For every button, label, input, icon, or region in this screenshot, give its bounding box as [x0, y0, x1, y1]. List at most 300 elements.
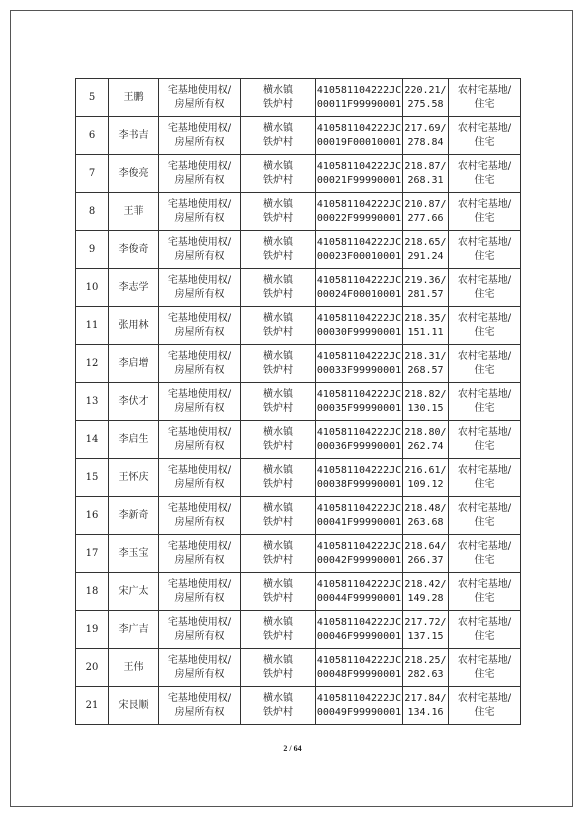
unit-code-cell	[316, 117, 403, 155]
location-cell-line: 横水镇	[263, 312, 293, 324]
location-cell-line: 横水镇	[263, 122, 293, 134]
usage-cell-line: 农村宅基地/	[457, 502, 512, 514]
unit-code-cell-line: 410581104222JC	[316, 692, 402, 704]
unit-code-cell	[316, 269, 403, 307]
owner-name-cell: 李新奇	[109, 497, 159, 535]
right-type-cell-line: 房屋所有权	[174, 288, 225, 300]
serial-number-cell: 21	[76, 687, 109, 725]
unit-code-cell-line: 410581104222JC	[316, 312, 402, 324]
unit-code-cell-line: 00036F99990001	[316, 440, 402, 452]
usage-cell	[449, 79, 521, 117]
location-cell	[241, 193, 316, 231]
usage-cell-line: 住宅	[474, 478, 495, 490]
usage-cell-line: 农村宅基地/	[457, 274, 512, 286]
unit-code-cell	[316, 649, 403, 687]
area-cell-line: 218.42/	[404, 578, 447, 590]
unit-code-cell-line: 410581104222JC	[316, 502, 402, 514]
serial-number-cell: 10	[76, 269, 109, 307]
area-cell-line: 268.57	[407, 364, 444, 376]
table-row	[76, 421, 521, 459]
location-cell	[241, 269, 316, 307]
location-cell-line: 横水镇	[263, 160, 293, 172]
usage-cell	[449, 155, 521, 193]
serial-number-cell: 14	[76, 421, 109, 459]
area-cell	[403, 497, 449, 535]
right-type-cell-line: 房屋所有权	[174, 212, 225, 224]
area-cell	[403, 383, 449, 421]
right-type-cell	[159, 459, 241, 497]
right-type-cell	[159, 649, 241, 687]
location-cell	[241, 421, 316, 459]
serial-number-cell: 18	[76, 573, 109, 611]
location-cell-line: 铁炉村	[263, 440, 293, 452]
area-cell-line: 263.68	[407, 516, 444, 528]
area-cell	[403, 345, 449, 383]
area-cell	[403, 649, 449, 687]
area-cell-line: 218.31/	[404, 350, 447, 362]
usage-cell	[449, 459, 521, 497]
location-cell-line: 横水镇	[263, 274, 293, 286]
right-type-cell-line: 房屋所有权	[174, 592, 225, 604]
usage-cell-line: 住宅	[474, 212, 495, 224]
location-cell-line: 铁炉村	[263, 136, 293, 148]
unit-code-cell	[316, 307, 403, 345]
location-cell	[241, 383, 316, 421]
owner-name-cell: 李俊亮	[109, 155, 159, 193]
area-cell-line: 137.15	[407, 630, 444, 642]
right-type-cell-line: 宅基地使用权/	[167, 616, 232, 628]
location-cell	[241, 117, 316, 155]
location-cell	[241, 231, 316, 269]
area-cell-line: 281.57	[407, 288, 444, 300]
unit-code-cell	[316, 231, 403, 269]
unit-code-cell	[316, 155, 403, 193]
owner-name-cell: 李伏才	[109, 383, 159, 421]
location-cell	[241, 649, 316, 687]
unit-code-cell-line: 410581104222JC	[316, 198, 402, 210]
usage-cell	[449, 231, 521, 269]
table-row	[76, 345, 521, 383]
area-cell-line: 268.31	[407, 174, 444, 186]
usage-cell-line: 农村宅基地/	[457, 198, 512, 210]
table-row	[76, 459, 521, 497]
unit-code-cell-line: 00023F00010001	[316, 250, 402, 262]
area-cell-line: 218.82/	[404, 388, 447, 400]
table-row	[76, 573, 521, 611]
area-cell	[403, 117, 449, 155]
table-row	[76, 193, 521, 231]
right-type-cell	[159, 497, 241, 535]
area-cell-line: 218.87/	[404, 160, 447, 172]
unit-code-cell	[316, 611, 403, 649]
owner-name-cell: 王怀庆	[109, 459, 159, 497]
location-cell-line: 铁炉村	[263, 668, 293, 680]
location-cell-line: 铁炉村	[263, 250, 293, 262]
owner-name-cell: 李启增	[109, 345, 159, 383]
unit-code-cell-line: 00041F99990001	[316, 516, 402, 528]
table-row	[76, 269, 521, 307]
location-cell-line: 铁炉村	[263, 288, 293, 300]
unit-code-cell-line: 00035F99990001	[316, 402, 402, 414]
area-cell-line: 210.87/	[404, 198, 447, 210]
location-cell-line: 横水镇	[263, 236, 293, 248]
owner-name-cell: 宋艮顺	[109, 687, 159, 725]
area-cell	[403, 421, 449, 459]
table-row	[76, 117, 521, 155]
unit-code-cell-line: 00049F99990001	[316, 706, 402, 718]
area-cell-line: 275.58	[407, 98, 444, 110]
right-type-cell	[159, 345, 241, 383]
location-cell-line: 铁炉村	[263, 174, 293, 186]
right-type-cell-line: 房屋所有权	[174, 516, 225, 528]
owner-name-cell: 宋广太	[109, 573, 159, 611]
area-cell-line: 217.72/	[404, 616, 447, 628]
right-type-cell-line: 宅基地使用权/	[167, 578, 232, 590]
area-cell-line: 218.80/	[404, 426, 447, 438]
location-cell-line: 横水镇	[263, 654, 293, 666]
unit-code-cell-line: 410581104222JC	[316, 616, 402, 628]
usage-cell	[449, 117, 521, 155]
usage-cell	[449, 573, 521, 611]
table-row	[76, 79, 521, 117]
owner-name-cell: 王伟	[109, 649, 159, 687]
usage-cell-line: 农村宅基地/	[457, 388, 512, 400]
usage-cell	[449, 649, 521, 687]
location-cell	[241, 79, 316, 117]
location-cell	[241, 345, 316, 383]
location-cell-line: 铁炉村	[263, 364, 293, 376]
unit-code-cell-line: 410581104222JC	[316, 578, 402, 590]
unit-code-cell-line: 410581104222JC	[316, 350, 402, 362]
unit-code-cell-line: 410581104222JC	[316, 84, 402, 96]
area-cell	[403, 79, 449, 117]
right-type-cell	[159, 193, 241, 231]
area-cell-line: 149.28	[407, 592, 444, 604]
unit-code-cell-line: 410581104222JC	[316, 274, 402, 286]
table-row	[76, 687, 521, 725]
owner-name-cell: 李志学	[109, 269, 159, 307]
right-type-cell-line: 房屋所有权	[174, 136, 225, 148]
usage-cell	[449, 421, 521, 459]
location-cell-line: 横水镇	[263, 578, 293, 590]
serial-number-cell: 20	[76, 649, 109, 687]
right-type-cell	[159, 79, 241, 117]
location-cell-line: 铁炉村	[263, 326, 293, 338]
right-type-cell-line: 宅基地使用权/	[167, 274, 232, 286]
location-cell-line: 铁炉村	[263, 706, 293, 718]
table-row	[76, 383, 521, 421]
location-cell-line: 横水镇	[263, 692, 293, 704]
right-type-cell-line: 宅基地使用权/	[167, 502, 232, 514]
location-cell	[241, 687, 316, 725]
usage-cell	[449, 345, 521, 383]
area-cell-line: 278.84	[407, 136, 444, 148]
usage-cell-line: 农村宅基地/	[457, 350, 512, 362]
usage-cell-line: 农村宅基地/	[457, 616, 512, 628]
serial-number-cell: 6	[76, 117, 109, 155]
unit-code-cell	[316, 345, 403, 383]
usage-cell-line: 住宅	[474, 326, 495, 338]
right-type-cell	[159, 611, 241, 649]
right-type-cell-line: 房屋所有权	[174, 554, 225, 566]
usage-cell-line: 住宅	[474, 402, 495, 414]
right-type-cell-line: 宅基地使用权/	[167, 464, 232, 476]
table-row	[76, 535, 521, 573]
unit-code-cell-line: 00048F99990001	[316, 668, 402, 680]
right-type-cell-line: 宅基地使用权/	[167, 236, 232, 248]
location-cell	[241, 611, 316, 649]
area-cell-line: 219.36/	[404, 274, 447, 286]
location-cell-line: 铁炉村	[263, 554, 293, 566]
unit-code-cell-line: 00033F99990001	[316, 364, 402, 376]
right-type-cell-line: 宅基地使用权/	[167, 160, 232, 172]
location-cell	[241, 497, 316, 535]
usage-cell-line: 住宅	[474, 554, 495, 566]
serial-number-cell: 19	[76, 611, 109, 649]
usage-cell	[449, 193, 521, 231]
owner-name-cell: 张用林	[109, 307, 159, 345]
area-cell-line: 130.15	[407, 402, 444, 414]
right-type-cell-line: 房屋所有权	[174, 326, 225, 338]
owner-name-cell: 李广吉	[109, 611, 159, 649]
unit-code-cell-line: 410581104222JC	[316, 122, 402, 134]
area-cell	[403, 307, 449, 345]
usage-cell-line: 住宅	[474, 250, 495, 262]
right-type-cell	[159, 231, 241, 269]
location-cell-line: 横水镇	[263, 502, 293, 514]
usage-cell-line: 住宅	[474, 98, 495, 110]
right-type-cell-line: 宅基地使用权/	[167, 540, 232, 552]
area-cell-line: 262.74	[407, 440, 444, 452]
usage-cell-line: 住宅	[474, 364, 495, 376]
serial-number-cell: 9	[76, 231, 109, 269]
usage-cell	[449, 269, 521, 307]
unit-code-cell-line: 00021F99990001	[316, 174, 402, 186]
location-cell-line: 横水镇	[263, 616, 293, 628]
area-cell-line: 266.37	[407, 554, 444, 566]
usage-cell-line: 农村宅基地/	[457, 540, 512, 552]
location-cell-line: 横水镇	[263, 540, 293, 552]
table-row	[76, 649, 521, 687]
right-type-cell-line: 宅基地使用权/	[167, 692, 232, 704]
right-type-cell-line: 宅基地使用权/	[167, 84, 232, 96]
unit-code-cell	[316, 687, 403, 725]
owner-name-cell: 王鹏	[109, 79, 159, 117]
area-cell-line: 218.48/	[404, 502, 447, 514]
unit-code-cell-line: 410581104222JC	[316, 540, 402, 552]
table-body	[76, 79, 521, 725]
right-type-cell	[159, 307, 241, 345]
area-cell-line: 291.24	[407, 250, 444, 262]
right-type-cell	[159, 155, 241, 193]
owner-name-cell: 李启生	[109, 421, 159, 459]
area-cell-line: 218.65/	[404, 236, 447, 248]
location-cell-line: 铁炉村	[263, 478, 293, 490]
serial-number-cell: 12	[76, 345, 109, 383]
serial-number-cell: 13	[76, 383, 109, 421]
usage-cell	[449, 687, 521, 725]
right-type-cell-line: 房屋所有权	[174, 98, 225, 110]
unit-code-cell-line: 410581104222JC	[316, 654, 402, 666]
right-type-cell-line: 房屋所有权	[174, 478, 225, 490]
area-cell-line: 218.64/	[404, 540, 447, 552]
unit-code-cell	[316, 573, 403, 611]
usage-cell	[449, 383, 521, 421]
usage-cell-line: 农村宅基地/	[457, 160, 512, 172]
location-cell-line: 横水镇	[263, 84, 293, 96]
unit-code-cell-line: 00024F00010001	[316, 288, 402, 300]
right-type-cell-line: 房屋所有权	[174, 174, 225, 186]
registry-table	[75, 78, 521, 725]
location-cell-line: 横水镇	[263, 464, 293, 476]
area-cell-line: 282.63	[407, 668, 444, 680]
location-cell-line: 铁炉村	[263, 516, 293, 528]
usage-cell	[449, 497, 521, 535]
location-cell	[241, 573, 316, 611]
location-cell	[241, 155, 316, 193]
area-cell	[403, 269, 449, 307]
usage-cell-line: 住宅	[474, 136, 495, 148]
right-type-cell-line: 房屋所有权	[174, 402, 225, 414]
location-cell	[241, 307, 316, 345]
location-cell-line: 铁炉村	[263, 630, 293, 642]
serial-number-cell: 15	[76, 459, 109, 497]
area-cell	[403, 193, 449, 231]
area-cell-line: 217.69/	[404, 122, 447, 134]
location-cell-line: 横水镇	[263, 426, 293, 438]
area-cell-line: 277.66	[407, 212, 444, 224]
right-type-cell	[159, 573, 241, 611]
right-type-cell	[159, 269, 241, 307]
serial-number-cell: 5	[76, 79, 109, 117]
page-number: 2 / 64	[283, 744, 302, 753]
table-row	[76, 231, 521, 269]
area-cell	[403, 535, 449, 573]
unit-code-cell	[316, 497, 403, 535]
owner-name-cell: 王菲	[109, 193, 159, 231]
usage-cell-line: 农村宅基地/	[457, 654, 512, 666]
right-type-cell-line: 宅基地使用权/	[167, 426, 232, 438]
unit-code-cell-line: 410581104222JC	[316, 236, 402, 248]
right-type-cell-line: 房屋所有权	[174, 440, 225, 452]
unit-code-cell-line: 00019F00010001	[316, 136, 402, 148]
right-type-cell	[159, 117, 241, 155]
right-type-cell-line: 宅基地使用权/	[167, 388, 232, 400]
serial-number-cell: 16	[76, 497, 109, 535]
location-cell-line: 横水镇	[263, 388, 293, 400]
area-cell-line: 109.12	[407, 478, 444, 490]
unit-code-cell-line: 00030F99990001	[316, 326, 402, 338]
right-type-cell-line: 宅基地使用权/	[167, 198, 232, 210]
right-type-cell	[159, 421, 241, 459]
unit-code-cell-line: 00042F99990001	[316, 554, 402, 566]
area-cell-line: 216.61/	[404, 464, 447, 476]
unit-code-cell-line: 410581104222JC	[316, 464, 402, 476]
right-type-cell-line: 宅基地使用权/	[167, 312, 232, 324]
usage-cell-line: 住宅	[474, 668, 495, 680]
location-cell-line: 铁炉村	[263, 402, 293, 414]
unit-code-cell-line: 00046F99990001	[316, 630, 402, 642]
owner-name-cell: 李书吉	[109, 117, 159, 155]
area-cell-line: 218.25/	[404, 654, 447, 666]
right-type-cell-line: 房屋所有权	[174, 364, 225, 376]
unit-code-cell-line: 00011F99990001	[316, 98, 402, 110]
area-cell	[403, 687, 449, 725]
area-cell	[403, 231, 449, 269]
location-cell	[241, 459, 316, 497]
area-cell-line: 134.16	[407, 706, 444, 718]
location-cell-line: 铁炉村	[263, 592, 293, 604]
location-cell-line: 横水镇	[263, 198, 293, 210]
right-type-cell-line: 房屋所有权	[174, 250, 225, 262]
usage-cell-line: 农村宅基地/	[457, 122, 512, 134]
unit-code-cell-line: 00022F99990001	[316, 212, 402, 224]
table-row	[76, 497, 521, 535]
unit-code-cell	[316, 383, 403, 421]
table-row	[76, 611, 521, 649]
table-row	[76, 155, 521, 193]
right-type-cell-line: 房屋所有权	[174, 630, 225, 642]
area-cell	[403, 611, 449, 649]
location-cell-line: 铁炉村	[263, 98, 293, 110]
area-cell-line: 218.35/	[404, 312, 447, 324]
usage-cell	[449, 611, 521, 649]
area-cell-line: 217.84/	[404, 692, 447, 704]
usage-cell-line: 住宅	[474, 288, 495, 300]
unit-code-cell	[316, 193, 403, 231]
unit-code-cell-line: 410581104222JC	[316, 160, 402, 172]
location-cell	[241, 535, 316, 573]
unit-code-cell	[316, 535, 403, 573]
usage-cell-line: 住宅	[474, 516, 495, 528]
location-cell-line: 铁炉村	[263, 212, 293, 224]
area-cell	[403, 459, 449, 497]
serial-number-cell: 8	[76, 193, 109, 231]
location-cell-line: 横水镇	[263, 350, 293, 362]
right-type-cell-line: 宅基地使用权/	[167, 654, 232, 666]
unit-code-cell-line: 410581104222JC	[316, 426, 402, 438]
area-cell	[403, 155, 449, 193]
usage-cell-line: 住宅	[474, 592, 495, 604]
owner-name-cell: 李俊奇	[109, 231, 159, 269]
usage-cell-line: 农村宅基地/	[457, 84, 512, 96]
area-cell-line: 151.11	[407, 326, 444, 338]
right-type-cell-line: 房屋所有权	[174, 706, 225, 718]
unit-code-cell-line: 410581104222JC	[316, 388, 402, 400]
usage-cell	[449, 535, 521, 573]
serial-number-cell: 7	[76, 155, 109, 193]
owner-name-cell: 李玉宝	[109, 535, 159, 573]
unit-code-cell	[316, 79, 403, 117]
unit-code-cell-line: 00044F99990001	[316, 592, 402, 604]
right-type-cell-line: 宅基地使用权/	[167, 350, 232, 362]
usage-cell-line: 农村宅基地/	[457, 578, 512, 590]
usage-cell-line: 住宅	[474, 630, 495, 642]
area-cell-line: 220.21/	[404, 84, 447, 96]
usage-cell-line: 农村宅基地/	[457, 426, 512, 438]
right-type-cell	[159, 535, 241, 573]
usage-cell	[449, 307, 521, 345]
usage-cell-line: 农村宅基地/	[457, 236, 512, 248]
table-row	[76, 307, 521, 345]
usage-cell-line: 住宅	[474, 706, 495, 718]
serial-number-cell: 11	[76, 307, 109, 345]
usage-cell-line: 住宅	[474, 174, 495, 186]
right-type-cell-line: 宅基地使用权/	[167, 122, 232, 134]
unit-code-cell	[316, 421, 403, 459]
right-type-cell	[159, 687, 241, 725]
right-type-cell	[159, 383, 241, 421]
